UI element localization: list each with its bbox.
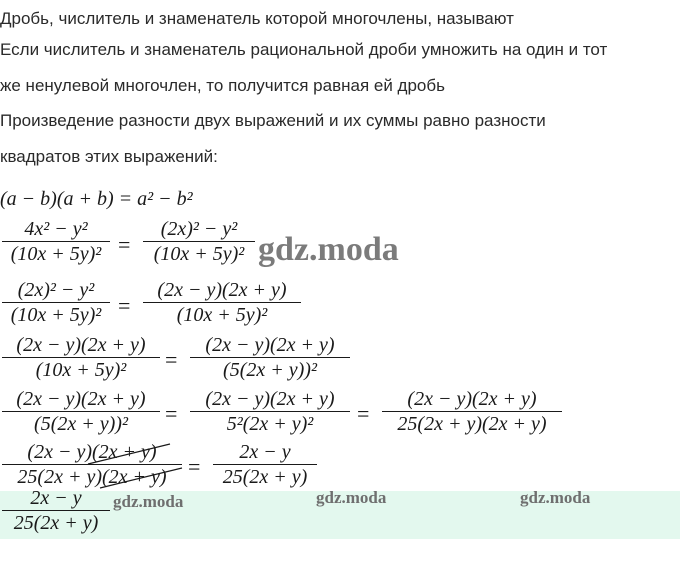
step3-equals: = — [165, 347, 178, 372]
step5-rhs-fraction — [213, 441, 317, 488]
step5-rhs-den: 25(2x + y) — [222, 466, 308, 488]
watermark-main: gdz.moda — [258, 231, 399, 268]
step3-rhs-fraction — [190, 334, 350, 381]
step4-equals-1: = — [165, 401, 178, 426]
step4-b-num: (2x − y)(2x + y) — [205, 388, 335, 410]
step4-a-den: (5(2x + y))² — [34, 413, 128, 435]
step2-equals: = — [118, 293, 131, 318]
definition-line-1: Дробь, числитель и знаменатель которой многочлены, называют — [0, 9, 514, 28]
step2-rhs-num: (2x − y)(2x + y) — [157, 279, 287, 301]
step5-lhs-num: (2x − y)(2x + y) — [27, 441, 157, 463]
answer-den: 25(2x + y) — [13, 512, 99, 534]
step4-c-fraction — [382, 388, 562, 435]
watermark-small-1: gdz.moda — [113, 492, 184, 511]
definition-line-5: квадратов этих выражений: — [0, 147, 218, 166]
step3-lhs-num: (2x − y)(2x + y) — [16, 334, 146, 356]
definition-line-4: Произведение разности двух выражений и их суммы равно разности — [0, 111, 546, 130]
step5-lhs-den: 25(2x + y)(2x + y) — [17, 466, 167, 488]
step3-rhs-num: (2x − y)(2x + y) — [205, 334, 335, 356]
step1-rhs-fraction — [143, 218, 255, 265]
step2-rhs-den: (10x + 5y)² — [176, 304, 268, 326]
step3-lhs-den: (10x + 5y)² — [35, 359, 127, 381]
step4-c-den: 25(2x + y)(2x + y) — [397, 413, 547, 435]
step2-rhs-fraction — [143, 279, 301, 326]
step2-lhs-num: (2x)² − y² — [17, 279, 95, 301]
identity-formula: (a − b)(a + b) = a² − b² — [0, 188, 193, 210]
step2-lhs-den: (10x + 5y)² — [10, 304, 102, 326]
step3-rhs-den: (5(2x + y))² — [223, 359, 317, 381]
step4-c-num: (2x − y)(2x + y) — [407, 388, 537, 410]
step1-lhs-den: (10x + 5y)² — [10, 243, 102, 265]
step2-lhs-fraction — [2, 279, 110, 326]
watermark-small-2: gdz.moda — [316, 488, 387, 507]
watermark-small-3: gdz.moda — [520, 488, 591, 507]
step1-equals: = — [118, 232, 131, 257]
definition-line-3: же ненулевой многочлен, то получится равная ей дробь — [0, 76, 445, 95]
step1-lhs-num: 4x² − y² — [24, 218, 88, 240]
answer-num: 2x − y — [30, 487, 82, 509]
answer-fraction — [2, 487, 110, 534]
step4-a-num: (2x − y)(2x + y) — [16, 388, 146, 410]
step4-equals-2: = — [357, 401, 370, 426]
step1-lhs-fraction — [2, 218, 110, 265]
step4-b-den: 5²(2x + y)² — [226, 413, 314, 435]
step5-equals: = — [188, 454, 201, 479]
step5-rhs-num: 2x − y — [239, 441, 291, 463]
step1-rhs-den: (10x + 5y)² — [153, 243, 245, 265]
step4-b-fraction — [190, 388, 350, 435]
step3-lhs-fraction — [2, 334, 160, 381]
step1-rhs-num: (2x)² − y² — [160, 218, 238, 240]
step4-a-fraction — [2, 388, 160, 435]
definition-line-2: Если числитель и знаменатель рациональной дроби умножить на один и тот — [0, 40, 608, 59]
